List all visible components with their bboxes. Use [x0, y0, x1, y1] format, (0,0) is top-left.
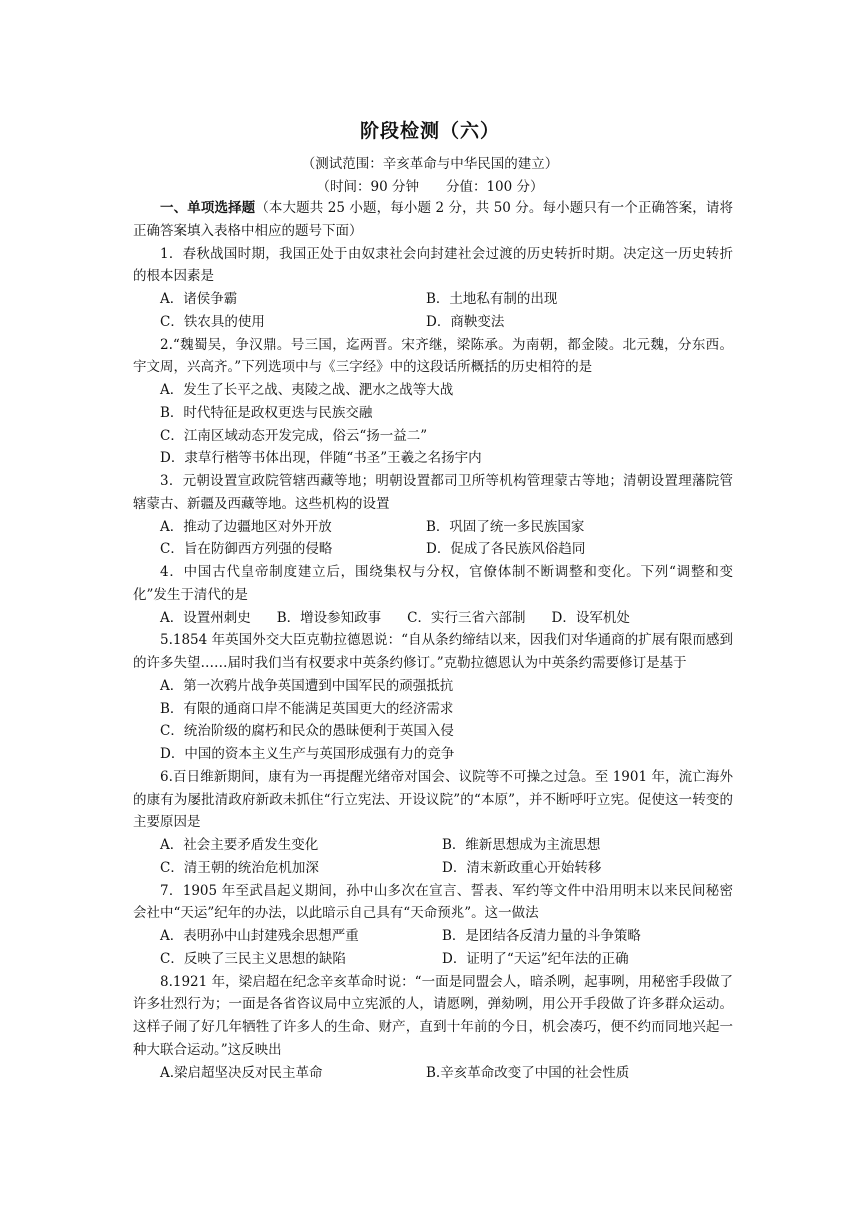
question-stem: 3．元朝设置宣政院管辖西藏等地；明朝设置都司卫所等机构管理蒙古等地；清朝设置理藩院管辖蒙古、新疆及西藏等地。这些机构的设置 — [133, 473, 733, 512]
question-4 — [133, 561, 733, 629]
question-5 — [133, 629, 733, 766]
option-a: A．第一次鸦片战争英国遭到中国军民的顽强抵抗 — [160, 677, 454, 694]
option-b: B．土地私有制的出现 — [426, 291, 558, 307]
option-a: A．推动了边疆地区对外开放 — [160, 518, 332, 535]
options — [133, 1062, 733, 1085]
options — [133, 675, 733, 766]
option-c: C．铁农具的使用 — [160, 313, 265, 330]
question-content — [133, 197, 733, 1084]
option-d: D．促成了各民族风俗趋同 — [426, 541, 586, 558]
question-stem: 1．春秋战国时期，我国正处于由奴隶社会向封建社会过渡的历史转折时期。决定这一历史转折的根本因素是 — [133, 245, 733, 285]
time-and-score: （时间：90 分钟 分值：100 分） — [316, 179, 544, 195]
option-a: A.梁启超坚决反对民主革命 — [160, 1064, 323, 1081]
option-b: B．维新思想成为主流思想 — [442, 837, 601, 853]
option-b: B.辛亥革命改变了中国的社会性质 — [426, 1064, 630, 1081]
test-scope: （测试范围：辛亥革命与中华民国的建立） — [301, 156, 559, 172]
question-stem: 8.1921 年，梁启超在纪念辛亥革命时说：“一面是同盟会人，暗杀咧，起事咧，用秘密手段做了许多壮烈行为；一面是各省咨议局中立宪派的人，请愿咧，弹劾咧，用公开手段做了许多群众运动。这样子闹了好几年牺牲了许多人的生命、财产，直到十年前的今日，机会凑巧，便不约而同地兴起一种大联合运动。”这反映出 — [133, 973, 733, 1058]
question-stem: 4．中国古代皇帝制度建立后，围绕集权与分权，官僚体制不断调整和变化。下列“调整和变化”发生于清代的是 — [133, 564, 733, 603]
option-a: A．诸侯争霸 — [160, 291, 238, 307]
option-a: A．设置州刺史 — [160, 609, 251, 626]
options — [133, 288, 733, 334]
question-stem: 5.1854 年英国外交大臣克勒拉德恩说：“自从条约缔结以来，因我们对华通商的扩展有限而感到的许多失望……届时我们当有权要求中英条约修订。”克勒拉德恩认为中英条约需要修订是基于 — [133, 632, 733, 671]
options — [133, 379, 733, 470]
option-b: B．是团结各反清力量的斗争策略 — [442, 928, 641, 944]
question-6 — [133, 766, 733, 880]
options — [133, 834, 733, 880]
section-instruction: （本大题共 25 小题，每小题 2 分，共 50 分。每小题只有一个正确答案，请将正确答案填入表格中相应的题号下面） — [133, 200, 734, 239]
option-d: D．清末新政重心开始转移 — [442, 859, 602, 876]
option-b: B．巩固了统一多民族国家 — [426, 518, 585, 535]
question-stem: 7．1905 年至武昌起义期间，孙中山多次在宣言、誓表、军约等文件中沿用明末以来民间秘密会社中“天运”纪年的办法，以此暗示自己具有“天命预兆”。这一做法 — [133, 882, 733, 922]
option-c: C．实行三省六部制 — [407, 609, 526, 626]
option-d: D．中国的资本主义生产与英国形成强有力的竞争 — [160, 746, 455, 762]
option-b: B．时代特征是政权更迭与民族交融 — [160, 404, 373, 421]
options — [133, 925, 733, 971]
option-c: C．旨在防御西方列强的侵略 — [160, 541, 333, 558]
option-d: D．商鞅变法 — [426, 313, 505, 330]
option-c: C．统治阶级的腐朽和民众的愚昧便利于英国入侵 — [160, 723, 454, 740]
option-a: A．社会主要矛盾发生变化 — [160, 837, 319, 853]
option-c: C．清王朝的统治危机加深 — [160, 859, 319, 876]
options — [133, 516, 733, 562]
question-8 — [133, 971, 733, 1085]
section-heading: 一、单项选择题 — [160, 200, 256, 216]
question-7 — [133, 880, 733, 971]
question-1 — [133, 243, 733, 334]
option-c: C．反映了三民主义思想的缺陷 — [160, 950, 346, 967]
page-title: 阶段检测（六） — [359, 120, 500, 142]
question-3 — [133, 470, 733, 561]
question-stem: 6.百日维新期间，康有为一再提醒光绪帝对国会、议院等不可操之过急。至 1901 年，流亡海外的康有为屡批清政府新政未抓住“行立宪法、开设议院”的“本原”，并不断呼吁立宪。促使这一转变的主要原因是 — [133, 768, 733, 831]
question-2 — [133, 334, 733, 471]
option-c: C．江南区域动态开发完成，俗云“扬一益二” — [160, 427, 428, 444]
option-d: D．隶草行楷等书体出现，伴随“书圣”王羲之名扬宇内 — [160, 450, 482, 467]
option-d: D．证明了“天运”纪年法的正确 — [442, 950, 629, 967]
section-header — [133, 197, 733, 243]
question-stem: 2.“魏蜀吴，争汉鼎。号三国，迄两晋。宋齐继，梁陈承。为南朝，都金陵。北元魏，分东西。宇文周，兴高齐。”下列选项中与《三字经》中的这段话所概括的历史相符的是 — [133, 336, 733, 376]
option-a: A．表明孙中山封建残余思想严重 — [160, 928, 359, 944]
option-d: D．设军机处 — [551, 609, 630, 626]
options — [133, 607, 733, 630]
option-b: B．增设参知政事 — [276, 609, 382, 626]
option-a: A．发生了长平之战、夷陵之战、淝水之战等大战 — [160, 382, 454, 398]
option-b: B．有限的通商口岸不能满足英国更大的经济需求 — [160, 700, 454, 717]
